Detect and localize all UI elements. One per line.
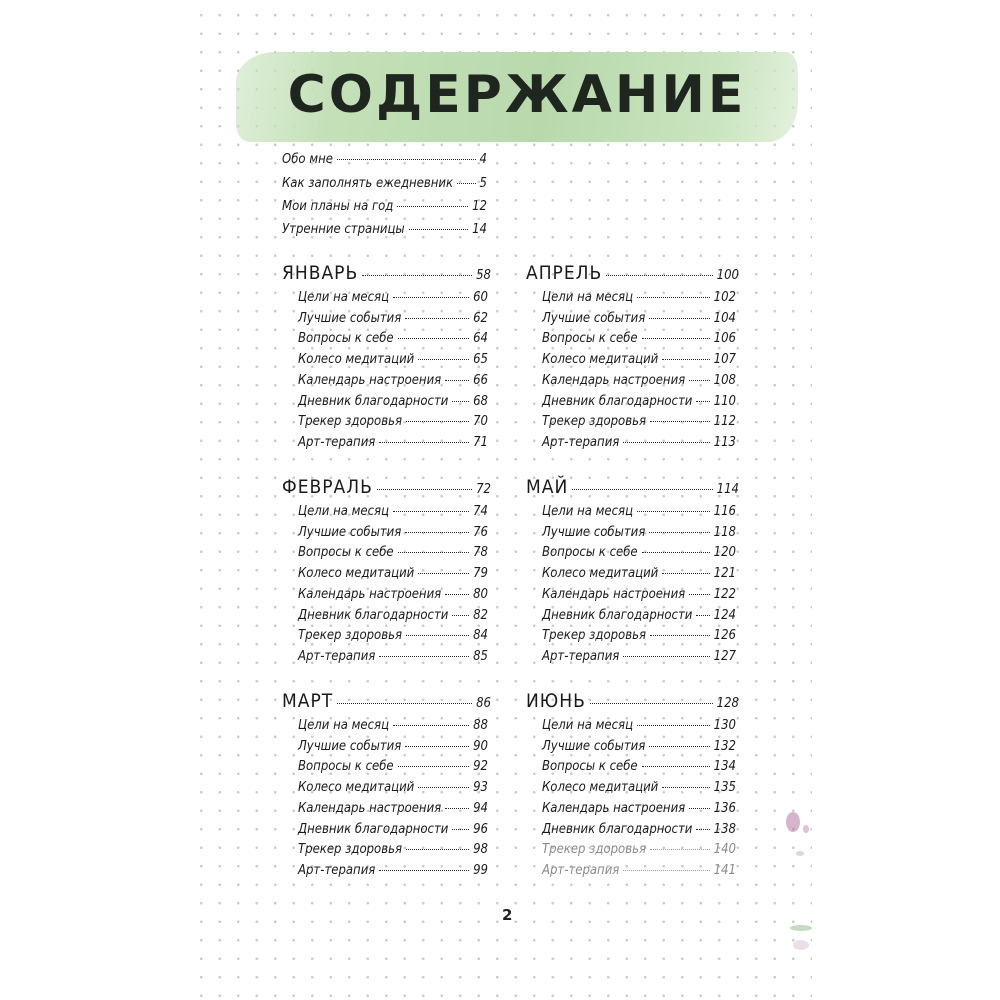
entry-label: Календарь настроения — [298, 586, 442, 602]
entry-page-number: 93 — [473, 780, 488, 796]
entry-page-number: 114 — [716, 482, 739, 497]
entry-label: Колесо медитаций — [298, 352, 415, 368]
watercolor-splash — [786, 812, 800, 832]
dot-leader — [337, 159, 476, 160]
entry-label: Вопросы к себе — [298, 331, 394, 347]
toc-entry — [542, 504, 736, 519]
dot-leader — [650, 849, 710, 850]
entry-page-number: 110 — [713, 393, 736, 409]
month-name: АПРЕЛЬ — [526, 262, 603, 284]
dot-leader — [418, 573, 469, 574]
dot-leader — [649, 532, 709, 533]
entry-page-number: 116 — [713, 504, 736, 519]
dot-leader — [418, 359, 469, 360]
entry-page-number: 124 — [713, 607, 736, 623]
dot-leader — [393, 725, 469, 726]
dot-leader — [623, 656, 709, 657]
entry-page-number: 118 — [713, 524, 736, 540]
toc-entry — [542, 545, 736, 560]
dot-leader — [623, 442, 709, 443]
dot-leader — [650, 635, 710, 636]
dot-leader — [405, 746, 469, 747]
entry-page-number: 138 — [713, 821, 736, 837]
entry-page-number: 113 — [713, 434, 736, 450]
dot-leader — [406, 849, 469, 850]
month-heading — [526, 262, 739, 284]
entry-page-number: 98 — [473, 842, 488, 858]
toc-entry — [542, 587, 736, 602]
month-heading — [282, 476, 491, 498]
entry-label: Колесо медитаций — [542, 780, 659, 796]
entry-label: Арт-терапия — [542, 648, 620, 664]
entry-label: Арт-терапия — [298, 434, 376, 450]
toc-entry — [542, 739, 736, 754]
entry-label: Вопросы к себе — [542, 545, 638, 561]
toc-entry — [542, 525, 736, 540]
toc-entry — [282, 176, 487, 191]
dot-leader — [397, 206, 468, 207]
toc-entry — [298, 780, 488, 795]
entry-page-number: 122 — [713, 586, 736, 602]
dot-leader — [696, 615, 709, 616]
toc-entry — [282, 222, 487, 237]
month-heading — [526, 476, 739, 498]
entry-page-number: 71 — [473, 434, 488, 450]
toc-entry — [298, 628, 488, 643]
entry-label: Трекер здоровья — [298, 842, 403, 858]
entry-page-number: 82 — [473, 607, 488, 623]
toc-entry — [542, 863, 736, 878]
month-heading — [282, 690, 491, 712]
month-name: ФЕВРАЛЬ — [282, 476, 373, 498]
entry-page-number: 64 — [473, 331, 488, 347]
dot-leader — [606, 275, 712, 276]
dot-leader — [393, 297, 469, 298]
dot-leader — [649, 318, 709, 319]
dot-leader — [409, 229, 468, 230]
dot-leader — [406, 635, 469, 636]
entry-page-number: 132 — [713, 738, 736, 754]
entry-label: Календарь настроения — [298, 372, 442, 388]
watercolor-splash — [803, 825, 809, 833]
dot-leader — [637, 725, 710, 726]
dot-leader — [642, 766, 710, 767]
entry-label: Как заполнять ежедневник — [282, 176, 454, 191]
entry-label: Дневник благодарности — [542, 607, 693, 623]
entry-label: Вопросы к себе — [542, 331, 638, 347]
dot-leader — [405, 318, 469, 319]
dot-leader — [642, 338, 710, 339]
dot-leader — [642, 552, 710, 553]
entry-page-number: 65 — [473, 352, 488, 368]
toc-entry — [542, 822, 736, 837]
dot-leader — [662, 787, 709, 788]
entry-page-number: 86 — [476, 696, 491, 711]
dot-leader — [637, 511, 710, 512]
entry-page-number: 102 — [713, 290, 736, 305]
toc-entry — [298, 373, 488, 388]
page-number: 2 — [502, 906, 513, 924]
toc-entry — [298, 545, 488, 560]
entry-page-number: 14 — [472, 222, 487, 237]
dot-leader — [405, 532, 469, 533]
toc-entry — [282, 152, 487, 167]
watercolor-splash — [796, 851, 804, 856]
dot-leader — [445, 808, 469, 809]
dot-leader — [696, 401, 709, 402]
entry-page-number: 121 — [713, 566, 736, 582]
toc-entry — [298, 352, 488, 367]
entry-page-number: 127 — [713, 648, 736, 664]
dot-leader — [398, 338, 470, 339]
month-name: МАРТ — [282, 690, 334, 712]
entry-page-number: 130 — [713, 718, 736, 733]
entry-label: Лучшие события — [298, 738, 402, 754]
entry-page-number: 60 — [473, 290, 488, 305]
entry-label: Мои планы на год — [282, 199, 394, 214]
dot-leader — [689, 380, 709, 381]
toc-entry — [298, 435, 488, 450]
toc-entry — [542, 331, 736, 346]
entry-page-number: 108 — [713, 372, 736, 388]
dot-leader — [337, 703, 472, 704]
toc-entry — [298, 649, 488, 664]
toc-entry — [542, 414, 736, 429]
toc-entry — [542, 352, 736, 367]
dot-leader — [662, 573, 709, 574]
toc-entry — [542, 842, 736, 857]
toc-entry — [298, 718, 488, 733]
entry-label: Трекер здоровья — [542, 414, 647, 430]
entry-page-number: 128 — [716, 696, 739, 711]
entry-page-number: 84 — [473, 628, 488, 644]
toc-entry — [542, 311, 736, 326]
entry-label: Обо мне — [282, 152, 333, 167]
entry-page-number: 140 — [713, 842, 736, 858]
dot-leader — [662, 359, 709, 360]
dot-leader — [406, 421, 469, 422]
entry-label: Лучшие события — [298, 310, 402, 326]
dot-leader — [689, 594, 709, 595]
entry-page-number: 92 — [473, 759, 488, 775]
dot-leader — [377, 489, 472, 490]
toc-entry — [298, 801, 488, 816]
toc-entry — [282, 199, 487, 214]
entry-label: Дневник благодарности — [298, 821, 449, 837]
entry-label: Вопросы к себе — [298, 545, 394, 561]
entry-label: Трекер здоровья — [542, 842, 647, 858]
toc-entry — [298, 608, 488, 623]
toc-entry — [298, 587, 488, 602]
entry-page-number: 90 — [473, 738, 488, 754]
entry-label: Трекер здоровья — [298, 628, 403, 644]
entry-page-number: 62 — [473, 310, 488, 326]
month-name: ЯНВАРЬ — [282, 262, 359, 284]
dot-leader — [393, 511, 469, 512]
entry-label: Арт-терапия — [542, 862, 620, 878]
dot-leader — [590, 703, 713, 704]
dot-leader — [452, 401, 469, 402]
toc-entry — [542, 718, 736, 733]
entry-label: Цели на месяц — [542, 290, 634, 305]
entry-page-number: 136 — [713, 800, 736, 816]
entry-label: Цели на месяц — [298, 504, 390, 519]
entry-label: Календарь настроения — [542, 372, 686, 388]
entry-label: Цели на месяц — [298, 290, 390, 305]
dot-leader — [637, 297, 710, 298]
entry-label: Дневник благодарности — [542, 393, 693, 409]
entry-page-number: 74 — [473, 504, 488, 519]
month-name: МАЙ — [526, 476, 569, 498]
entry-page-number: 112 — [713, 414, 736, 430]
entry-page-number: 107 — [713, 352, 736, 368]
dot-leader — [379, 870, 469, 871]
entry-label: Цели на месяц — [298, 718, 390, 733]
dot-leader — [650, 421, 710, 422]
toc-entry — [298, 414, 488, 429]
entry-page-number: 78 — [473, 545, 488, 561]
toc-entry — [298, 739, 488, 754]
entry-page-number: 66 — [473, 372, 488, 388]
toc-entry — [542, 801, 736, 816]
entry-label: Арт-терапия — [298, 862, 376, 878]
toc-entry — [298, 525, 488, 540]
entry-label: Утренние страницы — [282, 222, 405, 237]
toc-entry — [542, 649, 736, 664]
entry-label: Трекер здоровья — [298, 414, 403, 430]
entry-label: Арт-терапия — [542, 434, 620, 450]
toc-entry — [542, 759, 736, 774]
dot-leader — [696, 829, 709, 830]
month-heading — [526, 690, 739, 712]
dot-leader — [398, 552, 470, 553]
toc-entry — [298, 566, 488, 581]
entry-page-number: 85 — [473, 648, 488, 664]
toc-entry — [542, 394, 736, 409]
dot-leader — [649, 746, 709, 747]
watercolor-splash — [793, 940, 809, 950]
toc-entry — [542, 566, 736, 581]
watercolor-splash — [790, 925, 812, 931]
toc-entry — [298, 311, 488, 326]
dot-leader — [452, 615, 469, 616]
dot-leader — [457, 183, 475, 184]
month-heading — [282, 262, 491, 284]
toc-entry — [542, 435, 736, 450]
entry-label: Дневник благодарности — [298, 393, 449, 409]
entry-label: Календарь настроения — [542, 586, 686, 602]
dot-leader — [418, 787, 469, 788]
entry-page-number: 141 — [713, 862, 736, 878]
entry-label: Лучшие события — [542, 524, 646, 540]
entry-page-number: 80 — [473, 586, 488, 602]
entry-label: Арт-терапия — [298, 648, 376, 664]
entry-label: Лучшие события — [542, 310, 646, 326]
toc-entry — [298, 759, 488, 774]
dot-leader — [379, 656, 469, 657]
entry-label: Вопросы к себе — [542, 759, 638, 775]
entry-label: Колесо медитаций — [298, 566, 415, 582]
entry-label: Дневник благодарности — [298, 607, 449, 623]
entry-page-number: 79 — [473, 566, 488, 582]
entry-page-number: 12 — [472, 199, 487, 214]
entry-label: Колесо медитаций — [298, 780, 415, 796]
dot-leader — [445, 594, 469, 595]
entry-label: Колесо медитаций — [542, 566, 659, 582]
entry-label: Трекер здоровья — [542, 628, 647, 644]
entry-page-number: 76 — [473, 524, 488, 540]
dot-leader — [452, 829, 469, 830]
entry-page-number: 88 — [473, 718, 488, 733]
toc-entry — [542, 628, 736, 643]
dot-leader — [379, 442, 469, 443]
toc-entry — [298, 822, 488, 837]
dot-leader — [445, 380, 469, 381]
entry-page-number: 94 — [473, 800, 488, 816]
toc-entry — [542, 373, 736, 388]
entry-label: Колесо медитаций — [542, 352, 659, 368]
entry-label: Дневник благодарности — [542, 821, 693, 837]
toc-entry — [542, 290, 736, 305]
entry-page-number: 99 — [473, 862, 488, 878]
dot-leader — [398, 766, 470, 767]
entry-page-number: 120 — [713, 545, 736, 561]
entry-page-number: 4 — [479, 152, 487, 167]
dot-leader — [623, 870, 709, 871]
toc-entry — [298, 863, 488, 878]
entry-page-number: 134 — [713, 759, 736, 775]
entry-page-number: 58 — [476, 268, 491, 283]
toc-entry — [298, 290, 488, 305]
entry-page-number: 106 — [713, 331, 736, 347]
entry-page-number: 135 — [713, 780, 736, 796]
entry-page-number: 72 — [476, 482, 491, 497]
entry-page-number: 68 — [473, 393, 488, 409]
entry-label: Календарь настроения — [298, 800, 442, 816]
toc-entry — [298, 394, 488, 409]
month-name: ИЮНЬ — [526, 690, 586, 712]
entry-page-number: 100 — [716, 268, 739, 283]
toc-entry — [542, 608, 736, 623]
entry-page-number: 96 — [473, 821, 488, 837]
entry-page-number: 70 — [473, 414, 488, 430]
dot-leader — [362, 275, 472, 276]
page-title: СОДЕРЖАНИЕ — [287, 65, 747, 125]
toc-entry — [542, 780, 736, 795]
entry-label: Вопросы к себе — [298, 759, 394, 775]
entry-page-number: 104 — [713, 310, 736, 326]
entry-label: Лучшие события — [542, 738, 646, 754]
toc-entry — [298, 842, 488, 857]
toc-entry — [298, 331, 488, 346]
entry-page-number: 126 — [713, 628, 736, 644]
dot-leader — [689, 808, 709, 809]
entry-label: Лучшие события — [298, 524, 402, 540]
entry-label: Цели на месяц — [542, 718, 634, 733]
entry-label: Календарь настроения — [542, 800, 686, 816]
toc-entry — [298, 504, 488, 519]
entry-page-number: 5 — [479, 176, 487, 191]
entry-label: Цели на месяц — [542, 504, 634, 519]
dot-leader — [572, 489, 712, 490]
